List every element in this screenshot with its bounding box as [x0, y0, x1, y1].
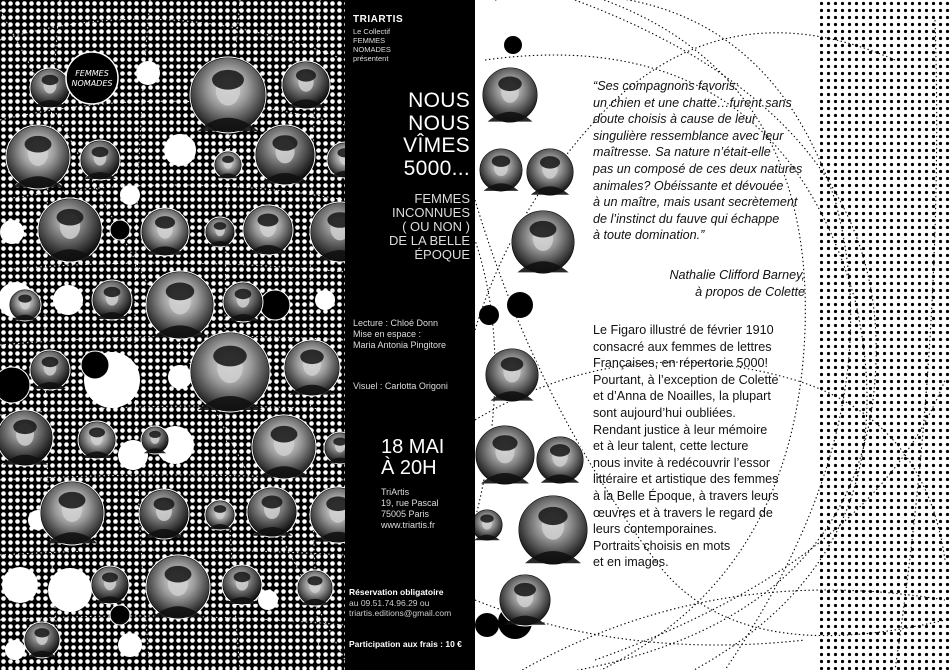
description-line: consacré aux femmes de lettres	[593, 339, 772, 354]
triartis-logo: TRIARTIS	[353, 14, 404, 25]
black-dot	[0, 367, 30, 403]
event-subtitle	[375, 192, 470, 262]
black-dot	[475, 613, 499, 637]
presenter-line: FEMMES	[353, 36, 386, 45]
title-line: NOUS	[408, 111, 470, 135]
description-line: leurs contemporaines.	[593, 522, 717, 537]
event-title	[375, 90, 470, 180]
portrait-circle	[80, 140, 120, 180]
event-date: 18 MAI	[381, 436, 445, 458]
reservation-info	[349, 587, 473, 619]
white-dot	[48, 568, 92, 612]
description-block	[593, 322, 807, 571]
presenter-line: présentent	[353, 54, 389, 63]
description-line: Françaises, en répertorie 5000!	[593, 356, 769, 371]
subtitle-line: FEMMES	[414, 191, 470, 206]
portrait-circle	[139, 489, 189, 539]
portrait-circle	[38, 198, 102, 262]
white-dot	[118, 633, 142, 657]
description-line: Portraits choisis en mots	[593, 538, 731, 553]
black-dot	[81, 351, 109, 379]
quote-line: de l’instinct du fauve qui échappe	[593, 211, 780, 226]
presenter-line: NOMADES	[353, 45, 391, 54]
info-column	[345, 0, 475, 670]
portrait-circle	[214, 151, 242, 179]
white-dot	[5, 640, 25, 660]
portrait-circle	[284, 340, 340, 396]
description-line: sont aujourd’hui oubliées.	[593, 405, 736, 420]
quote-line: un chien et une chatte…furent sans	[593, 95, 792, 110]
portrait-circle	[475, 425, 535, 485]
portrait-circle	[6, 125, 70, 189]
white-dot	[0, 220, 24, 244]
portrait-circle	[485, 348, 539, 402]
portrait-circle	[282, 61, 330, 109]
quote-line: animales? Obéissante et dévouée	[593, 178, 784, 193]
portrait-circle	[190, 57, 266, 133]
quote-attribution	[593, 267, 805, 300]
description-line: à la Belle Époque, à travers leurs	[593, 488, 779, 503]
portrait-circle	[205, 500, 235, 530]
white-dot	[258, 590, 278, 610]
portrait-circle	[479, 148, 523, 192]
portrait-circle	[141, 426, 169, 454]
quote-line: maîtresse. Sa nature n’était-elle	[593, 145, 771, 160]
portrait-circle	[30, 350, 70, 390]
venue-street: 19, rue Pascal	[381, 498, 439, 508]
svg-text:NOMADES: NOMADES	[71, 79, 113, 88]
portrait-circle	[205, 217, 235, 247]
portrait-circle	[91, 566, 129, 604]
portrait-circle	[518, 495, 588, 565]
presenter-line: Le Collectif	[353, 27, 391, 36]
subtitle-line: ( OU NON )	[402, 219, 470, 234]
white-dot	[120, 185, 140, 205]
portrait-circle	[536, 436, 584, 484]
venue-city: 75005 Paris	[381, 509, 430, 519]
white-dot	[2, 567, 38, 603]
title-line: 5000...	[403, 156, 470, 180]
quote-line: “Ses compagnons favoris:	[593, 79, 739, 93]
credit-mise-name: Maria Antonia Pingitore	[353, 340, 447, 350]
black-dot	[110, 220, 130, 240]
portrait-circle	[247, 487, 297, 537]
white-dot	[315, 290, 335, 310]
black-dot	[260, 290, 290, 320]
venue-address	[381, 487, 473, 531]
portrait-circle	[526, 148, 574, 196]
black-dot	[507, 292, 533, 318]
portrait-circle	[30, 68, 70, 108]
subtitle-line: DE LA BELLE	[389, 233, 470, 248]
quote-line: singulière ressemblance avec leur	[593, 128, 784, 143]
portrait-circle	[297, 570, 333, 606]
black-dot	[504, 36, 522, 54]
quote-about: à propos de Colette	[695, 284, 805, 299]
description-line: œuvres et à travers le regard de	[593, 505, 773, 520]
portrait-circle	[190, 332, 270, 412]
portrait-circle	[499, 574, 551, 626]
title-line: NOUS	[408, 89, 470, 112]
credits	[353, 318, 473, 351]
presenter-text	[353, 27, 463, 63]
portrait-circle	[24, 622, 60, 658]
portrait-circle	[9, 289, 41, 321]
description-line: littéraire et artistique des femmes	[593, 472, 779, 487]
venue-name: TriArtis	[381, 487, 410, 497]
quote-block	[593, 78, 833, 244]
white-dot	[164, 134, 196, 166]
quote-line: doute choisis à cause de leur	[593, 112, 757, 127]
black-dot	[479, 305, 499, 325]
femmes-nomades-logo	[66, 52, 118, 104]
white-dot	[53, 285, 83, 315]
portrait-circle	[78, 421, 116, 459]
portrait-circle	[146, 271, 214, 339]
portrait-circle	[223, 282, 263, 322]
description-line: Pourtant, à l’exception de Colette	[593, 372, 779, 387]
description-line: Rendant justice à leur mémoire	[593, 422, 768, 437]
quote-line: pas un composé de ces deux natures	[593, 161, 803, 176]
portrait-circle	[243, 205, 293, 255]
venue-website-link[interactable]: www.triartis.fr	[381, 520, 435, 530]
white-dot	[168, 365, 192, 389]
white-dot	[136, 61, 160, 85]
portrait-circle	[0, 410, 53, 466]
subtitle-line: INCONNUES	[391, 205, 470, 220]
portrait-circle	[146, 555, 210, 619]
event-time: À 20H	[381, 457, 437, 479]
quote-author: Nathalie Clifford Barney,	[669, 268, 805, 282]
quote-line: à toute domination.”	[593, 228, 705, 243]
description-line: Le Figaro illustré de février 1910	[593, 323, 774, 337]
portrait-circle	[252, 415, 316, 479]
event-datetime	[381, 437, 473, 479]
credit-mise-label: Mise en espace :	[353, 329, 422, 339]
portrait-circle	[40, 481, 104, 545]
portrait-circle	[141, 208, 189, 256]
title-line: VÎMES	[403, 134, 470, 157]
portrait-circle	[92, 280, 132, 320]
black-dot	[110, 605, 130, 625]
reservation-email-link[interactable]: triartis.editions@gmail.com	[349, 608, 452, 618]
portrait-circle	[222, 565, 262, 605]
portrait-circle	[475, 509, 503, 541]
credit-visuel: Visuel : Carlotta Origoni	[353, 381, 448, 391]
description-line: nous invite à redécouvrir l’essor	[593, 455, 771, 470]
description-line: et en images.	[593, 555, 669, 570]
participation-fee: Participation aux frais : 10 €	[349, 639, 462, 649]
description-line: et à leur talent, cette lecture	[593, 439, 749, 454]
subtitle-line: ÉPOQUE	[414, 247, 470, 262]
reservation-label: Réservation obligatoire	[349, 587, 444, 597]
portrait-circle	[255, 125, 315, 185]
credit-lecture: Lecture : Chloé Donn	[353, 318, 439, 328]
portrait-circle	[511, 210, 575, 274]
portrait-circle	[482, 67, 538, 123]
quote-line: à un maître, mais usant secrètement	[593, 195, 798, 210]
svg-text:FEMMES: FEMMES	[75, 69, 109, 78]
poster-back	[475, 0, 950, 670]
description-line: et d’Anna de Noailles, la plupart	[593, 389, 771, 404]
reservation-phone[interactable]: au 09.51.74.96.29 ou	[349, 597, 430, 608]
